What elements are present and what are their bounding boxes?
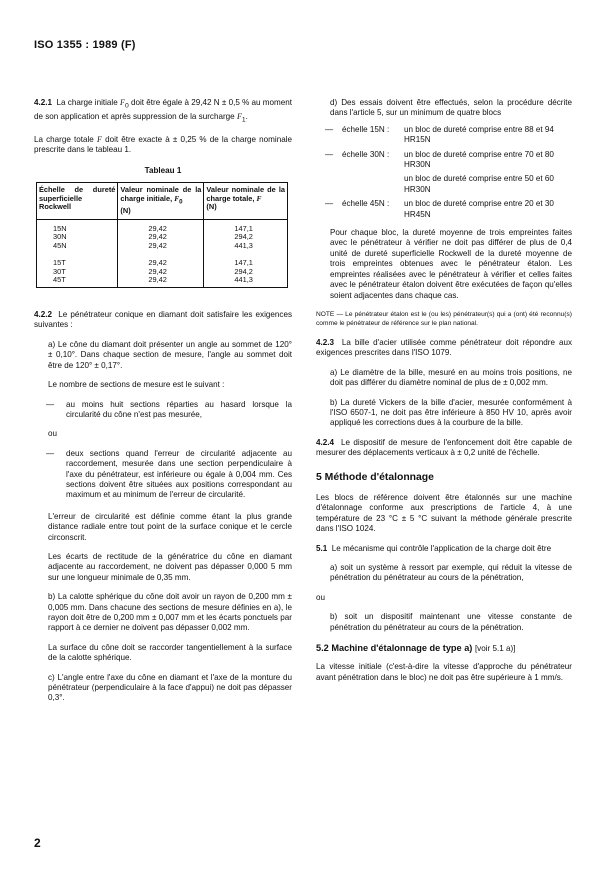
left-column	[34, 98, 292, 713]
scale-item	[316, 174, 572, 195]
table-header-cell: Valeur nominale de la charge totale, F (N)	[204, 183, 288, 219]
paragraph-circularity: L'erreur de circularité est définie comme étant la plus grande distance radiale entre tout point de la surface conique et le cercle circonscrit.	[48, 511, 292, 542]
item-b: b) La calotte sphérique du cône doit avoir un rayon de 0,200 mm ± 0,005 mm. Dans chacune des sections de mesure définies en a), le rayon doit être de 0,200 mm ± 0,007 mm et les écarts ponctuels par rapport à ce dernier ne doivent pas dépasser 0,002 mm.	[48, 592, 292, 633]
table-row: 45N 29,42 441,3	[37, 242, 288, 251]
dash-marker: —	[45, 448, 55, 458]
table-1	[36, 182, 288, 288]
text: .	[245, 112, 248, 122]
subscript: 1	[241, 116, 246, 124]
clause-number: 4.2.1	[34, 98, 53, 107]
scale-label: échelle 15N :	[342, 124, 390, 134]
paragraph-straightness: Les écarts de rectitude de la génératrice du cône en diamant adjacente au raccordement, ne doivent pas dépasser 0,000 5 mm sur une longueur minimale de 0,35 mm.	[48, 551, 292, 582]
paragraph-4-2-3	[316, 338, 572, 359]
page-number: 2	[34, 836, 41, 850]
text: Le pénétrateur conique en diamant doit satisfaire les exigences suivantes :	[34, 310, 292, 330]
symbol: F	[236, 112, 242, 122]
table-row: 45T 29,42 441,3	[37, 276, 288, 287]
item-a: a) Le cône du diamant doit présenter un angle au sommet de 120° ± 0,10°. Dans chaque section de mesure, l'angle au sommet doit être de 120° ± 0,17°.	[48, 339, 292, 370]
text: La bille d'acier utilisée comme pénétrateur doit répondre aux exigences prescrites dans l'ISO 1079.	[316, 337, 572, 358]
paragraph-5: Les blocs de référence doivent être étalonnés sur une machine d'étalonnage conforme aux prescriptions de l'article 4, à une température de 23 °C ± 5 °C suivant la méthode générale prescrite dans l'ISO 1024.	[316, 492, 572, 534]
clause-number: 4.2.2	[34, 310, 53, 320]
or-text: ou	[316, 592, 326, 602]
scale-item: — échelle 15N : un bloc de dureté comprise entre 88 et 94 HR15N	[316, 125, 572, 146]
paragraph-4-2-1	[34, 98, 292, 126]
clause-number: 5.1	[316, 543, 328, 553]
scale-value: un bloc de dureté comprise entre 50 et 60 HR30N	[404, 174, 554, 194]
scale-item: — échelle 30N : un bloc de dureté comprise entre 70 et 80 HR30N	[316, 150, 572, 171]
clause-number: 4.2.4	[316, 437, 335, 447]
item-b: b) La dureté Vickers de la bille d'acier, mesurée conformément à l'ISO 6507-1, ne doit pas être inférieure à 850 HV 10, après avoir appliqué les corrections dues à la courbure de la bille.	[330, 397, 572, 428]
text: doit être égale à 29,42 N ± 0,5 % au moment de son application et après suppression de la surcharge	[34, 98, 293, 122]
scale-label: échelle 45N :	[342, 199, 390, 209]
scale-value: un bloc de dureté comprise entre 20 et 30 HR45N	[404, 199, 554, 219]
clause-number: 4.2.3	[316, 337, 335, 347]
scale-label	[342, 174, 404, 195]
subscript: 0	[124, 102, 129, 110]
dash-item	[34, 449, 292, 501]
scale-value: un bloc de dureté comprise entre 88 et 94 HR15N	[404, 124, 554, 145]
table-caption: Tableau 1	[144, 165, 182, 175]
text: Le mécanisme qui contrôle l'application de la charge doit être	[331, 543, 552, 553]
dash-marker: —	[45, 399, 55, 409]
paragraph-4-2-2	[34, 310, 292, 331]
section-heading-5-2: 5.2 Machine d'étalonnage de type a) [voir 5.1 a)]	[316, 643, 516, 654]
document-header: ISO 1355 : 1989 (F)	[34, 39, 136, 51]
text: Le dispositif de mesure de l'enfoncement doit être capable de mesurer des déplacements verticaux à ± 0,2 unité de l'échelle.	[316, 437, 573, 458]
paragraph-average-hardness: Pour chaque bloc, la dureté moyenne de trois empreintes faites avec le pénétrateur à vérifier ne doit pas différer de plus de 0,4 unité de dureté superficielle Rockwell de la dureté moyenne de trois empreintes obtenues avec le pénétrateur étalon. Les empreintes réalisées avec le pénétrateur à vérifier et celles faites avec le pénétrateur étalon doivent être exécutées de façon qu'elles soient adjacentes dans chaque cas.	[330, 228, 572, 300]
item-b: b) soit un dispositif maintenant une vitesse constante de pénétration du pénétrateur au cours de la pénétration.	[330, 612, 572, 632]
item-c: c) L'angle entre l'axe du cône en diamant et l'axe de la monture du pénétrateur (perpendiculaire à la face d'appui) ne doit pas dépasser 0,3°.	[48, 672, 292, 703]
table-row: 30T 29,42 294,2	[37, 268, 288, 277]
table-row: 30N 29,42 294,2	[37, 233, 288, 242]
paragraph-5-1	[316, 544, 572, 554]
note: NOTE — Le pénétrateur étalon est le (ou les) pénétrateur(s) qui a (ont) été reconnu(s) comme le pénétrateur de référence sur le plan national.	[316, 310, 572, 327]
table-header-cell: Échelle de dureté superficielle Rockwell	[37, 183, 118, 219]
paragraph-5-2: La vitesse initiale (c'est-à-dire la vitesse d'approche du pénétrateur avant pénétration dans le bloc) ne doit pas être supérieure à 1 mm/s.	[316, 662, 572, 682]
or-text: ou	[48, 429, 58, 439]
symbol: F	[96, 135, 102, 145]
table-row: 15N 29,42 147,1	[37, 219, 288, 233]
table-header-row	[37, 183, 288, 219]
scale-label: échelle 30N :	[342, 149, 390, 159]
table-row: 15T 29,42 147,1	[37, 250, 288, 268]
text: La charge totale	[34, 135, 94, 145]
item-d: d) Des essais doivent être effectués, selon la procédure décrite dans l'article 5, sur un minimum de quatre blocs	[330, 98, 572, 118]
item-a: a) Le diamètre de la bille, mesuré en au moins trois positions, ne doit pas différer du diamètre nominal de plus de ± 0,002 mm.	[330, 367, 572, 388]
symbol: F	[120, 98, 125, 107]
text: doit être exacte à ± 0,25 % de la charge nominale prescrite dans le tableau 1.	[34, 135, 293, 155]
dash-item	[34, 400, 292, 421]
paragraph-total-load	[34, 135, 292, 156]
paragraph-4-2-4	[316, 438, 572, 459]
dash-text: au moins huit sections réparties au hasard lorsque la circularité du cône n'est pas mesurée,	[66, 399, 292, 419]
dash-text: deux sections quand l'erreur de circularité adjacente au raccordement, mesurée dans une section perpendiculaire à l'axe du pénétrateur, est inférieure ou égale à 0,004 mm. Ces sections doivent être situées aux positions correspondant au maximum et au minimum de l'erreur de circularité.	[66, 448, 292, 500]
text: La charge initiale	[56, 98, 118, 107]
table-header-cell: Valeur nominale de la charge initiale, $F_0$ (N)	[118, 183, 204, 219]
scale-value: un bloc de dureté comprise entre 70 et 80 HR30N	[404, 149, 554, 170]
paragraph-surface: La surface du cône doit se raccorder tangentiellement à la surface de la calotte sphérique.	[48, 642, 292, 663]
scale-item: — échelle 45N : un bloc de dureté comprise entre 20 et 30 HR45N	[316, 199, 572, 220]
paragraph-sections: Le nombre de sections de mesure est le suivant :	[48, 380, 225, 390]
section-heading-5: 5 Méthode d'étalonnage	[316, 471, 434, 483]
item-a: a) soit un système à ressort par exemple, qui réduit la vitesse de pénétration du pénétrateur au cours de la pénétration,	[330, 563, 572, 583]
right-column	[316, 98, 572, 692]
